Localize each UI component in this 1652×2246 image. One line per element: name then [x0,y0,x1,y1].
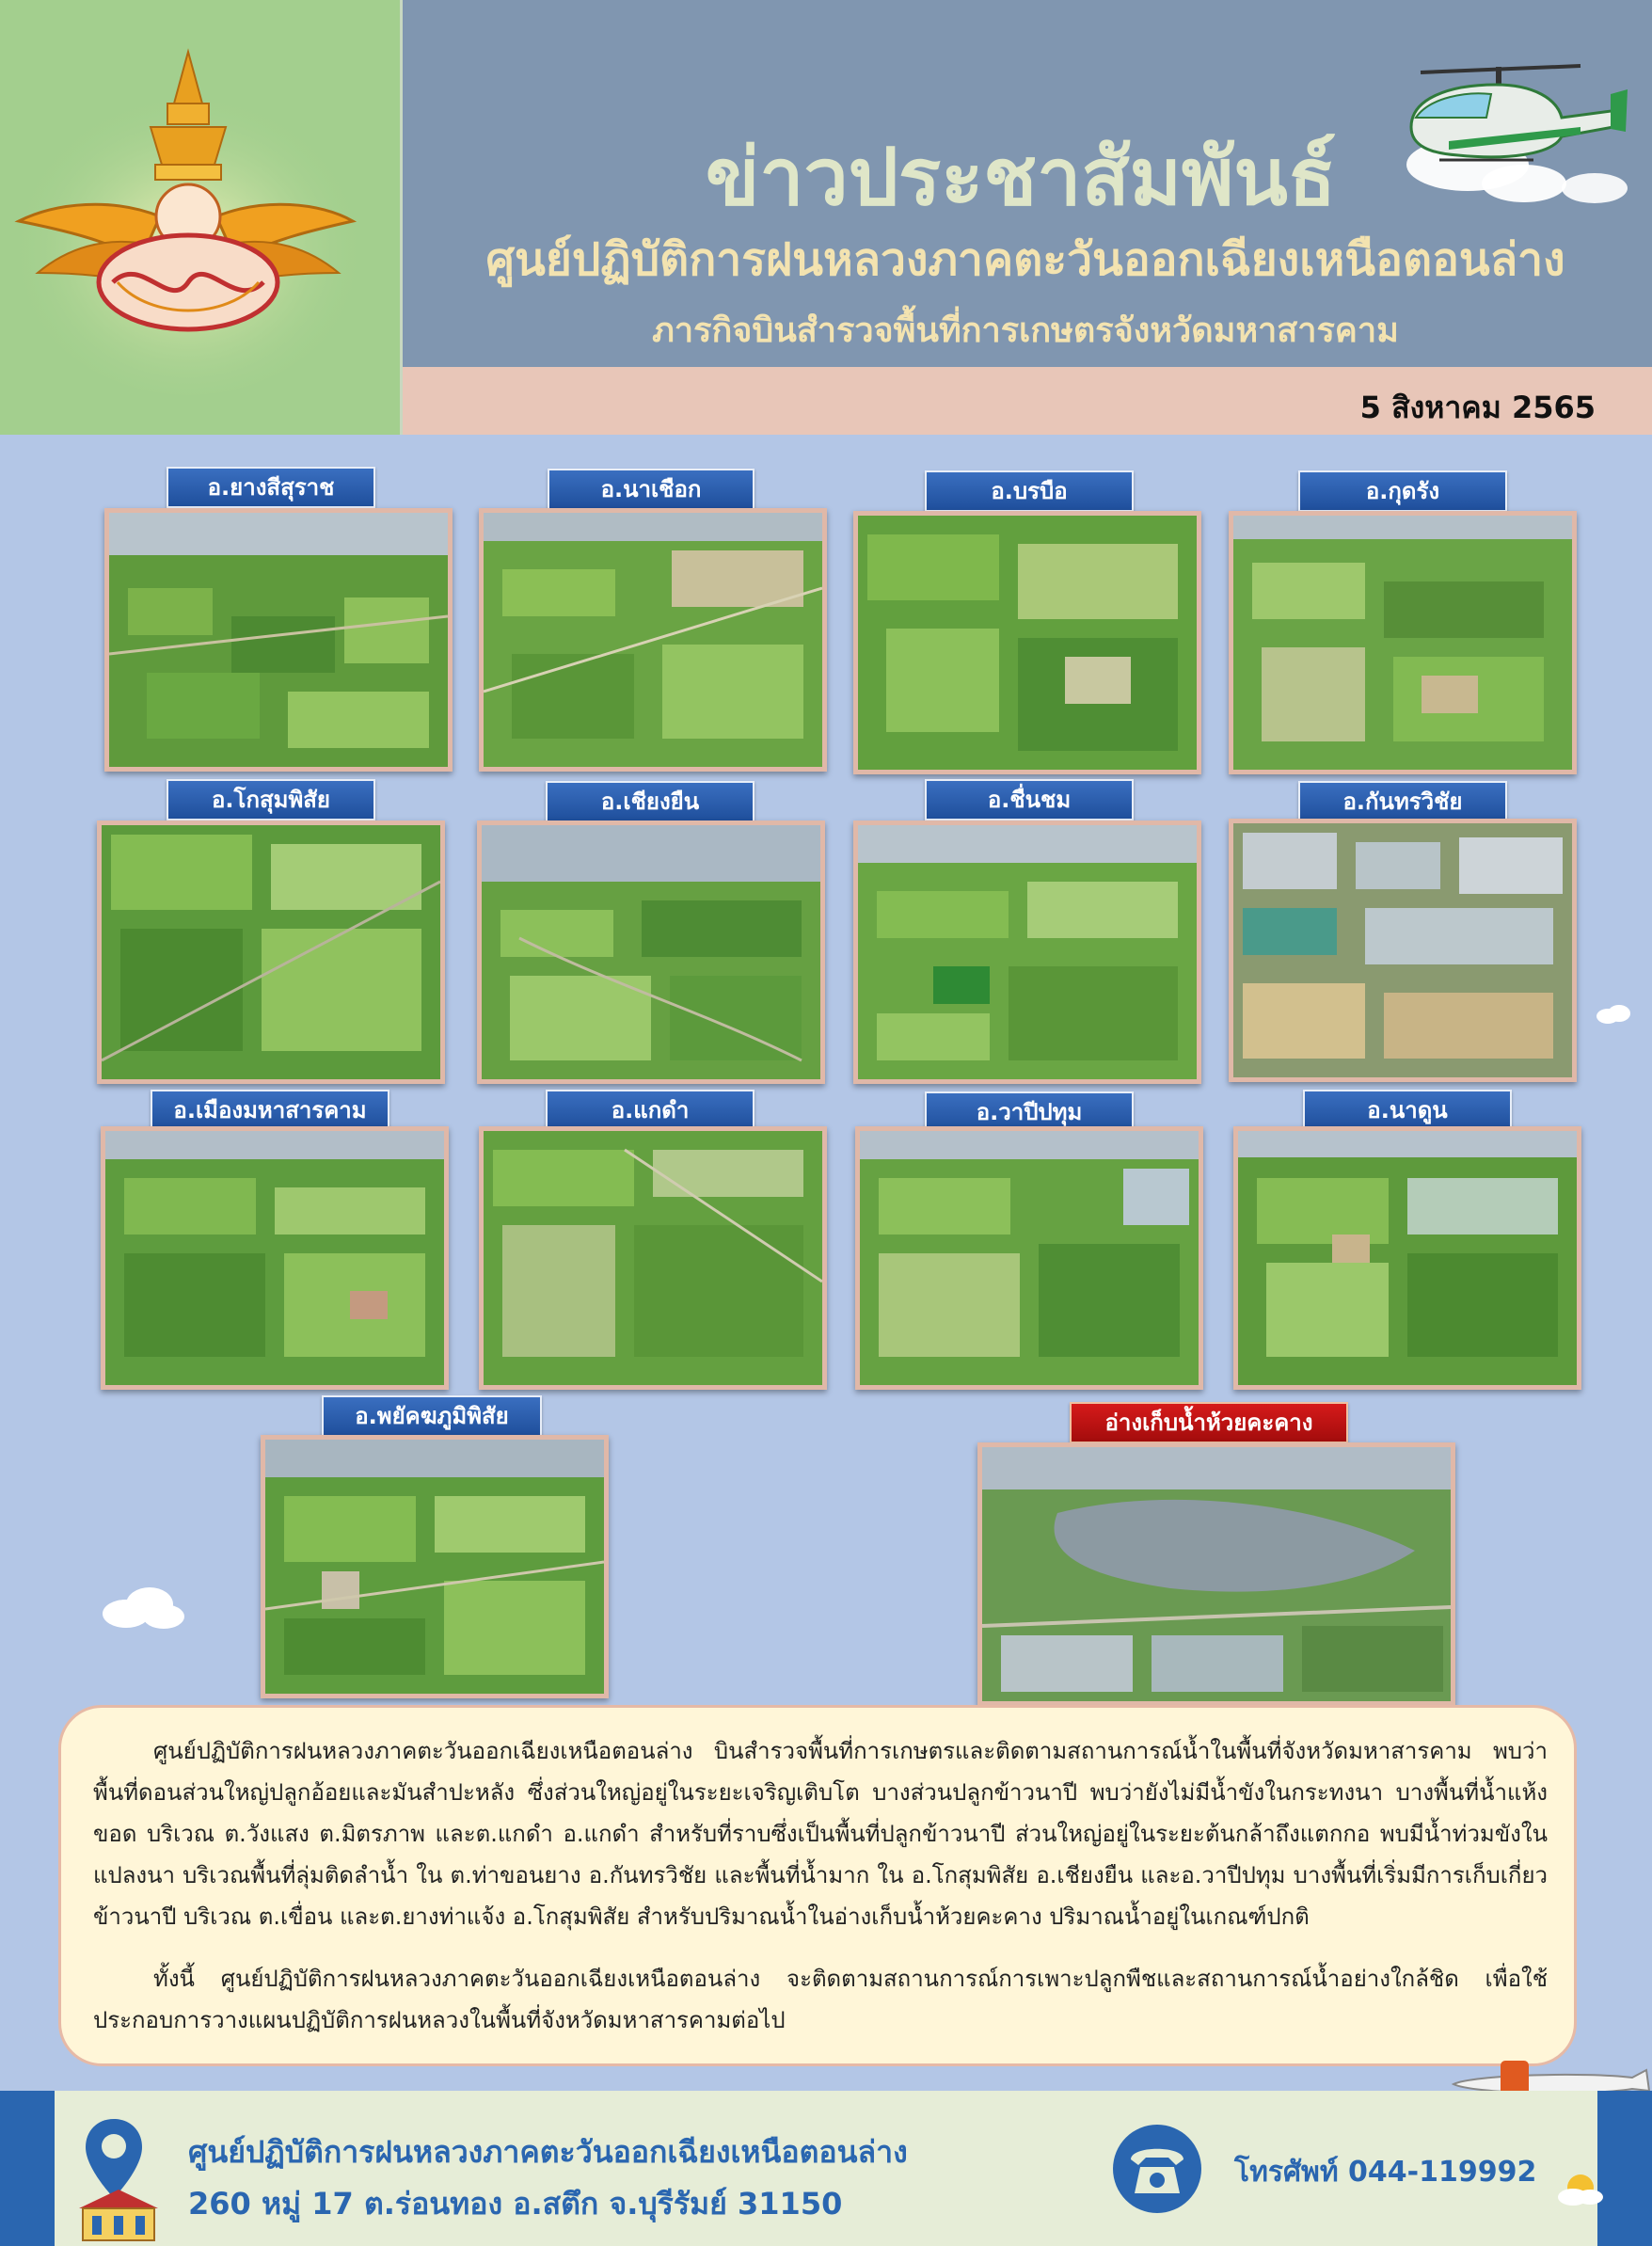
footer-phone: โทรศัพท์ 044-119992 [1234,2156,1537,2189]
photo-label: อ.เมืองมหาสารคาม [151,1090,389,1131]
aerial-photo [860,1131,1199,1385]
aerial-photo [102,825,440,1079]
aerial-photo [858,516,1197,770]
photo-label: อ.เชียงยืน [546,781,755,822]
cloud-icon [98,1581,187,1633]
aerial-photo [858,825,1197,1079]
photo-label: อ.นาเชือก [548,469,755,510]
photo-chuenchom [853,820,1201,1084]
photo-huai-khakhang-reservoir [977,1442,1455,1706]
photo-label: อ.ยางสีสุราช [167,467,375,508]
photo-label: อ.กันทรวิชัย [1298,781,1507,822]
footer-org-name: ศูนย์ปฏิบัติการฝนหลวงภาคตะวันออกเฉียงเหนือตอนล่าง [188,2134,908,2170]
aerial-photo [1233,516,1572,770]
photo-yangsisurat [104,508,453,772]
aerial-photo [484,1131,822,1385]
photo-label: อ.วาปีปทุม [925,1091,1134,1133]
reservoir-label: อ่างเก็บน้ำห้วยคะคาง [1070,1402,1348,1443]
photo-mueang-mahasarakham [101,1126,449,1390]
photo-label: อ.ชื่นชม [925,779,1134,820]
photo-borabue [853,511,1201,774]
photo-label: อ.โกสุมพิสัย [167,779,375,820]
phone-icon [1110,2122,1204,2216]
aerial-photo [482,825,820,1079]
photo-label: อ.พยัคฆภูมิพิสัย [322,1395,542,1437]
photo-kaedam [479,1126,827,1390]
photo-nadun [1233,1126,1581,1390]
aerial-photo [484,513,822,767]
photo-label: อ.บรบือ [925,470,1134,512]
photo-label: อ.กุดรัง [1298,470,1507,512]
report-date: 5 สิงหาคม 2565 [1359,390,1596,425]
cloud-icon [1552,2169,1609,2206]
summary-paragraph-2: ทั้งนี้ ศูนย์ปฏิบัติการฝนหลวงภาคตะวันออกเฉียงเหนือตอนล่าง จะติดตามสถานการณ์การเพาะปลูกพืชและสถานการณ์น้ำอย่างใกล้ชิด เพื่อใช้ประกอบการวางแผนปฏิบัติการฝนหลวงในพื้นที่จังหวัดมหาสารคามต่อไป [93,1966,1548,2033]
mission-title: ภารกิจบินสำรวจพื้นที่การเกษตรจังหวัดมหาสารคาม [652,311,1399,350]
helicopter-icon [1392,52,1632,212]
logo-panel [0,0,403,435]
cloud-icon [1595,1002,1632,1026]
aerial-photo [1233,823,1572,1077]
aerial-photo [982,1447,1451,1701]
footer-address: 260 หมู่ 17 ต.ร่อนทอง อ.สตึก จ.บุรีรัมย์ 31150 [188,2186,843,2222]
aerial-photo [105,1131,444,1385]
photo-kosumphisai [97,820,445,1084]
photo-waphipathum [855,1126,1203,1390]
photo-label: อ.แกดำ [546,1090,755,1131]
photo-label: อ.นาดูน [1303,1090,1512,1131]
sub-title: ศูนย์ปฏิบัติการฝนหลวงภาคตะวันออกเฉียงเหนือตอนล่าง [485,233,1565,286]
aerial-photo [1238,1131,1577,1385]
main-title: ข่าวประชาสัมพันธ์ [705,131,1337,223]
photo-kantharawichai [1229,819,1577,1082]
aerial-photo [265,1440,604,1694]
photo-chiangyuen [477,820,825,1084]
summary-panel [58,1705,1577,2066]
photo-kudrang [1229,511,1577,774]
royal-emblem-icon [0,0,400,435]
aerial-photo [109,513,448,767]
summary-paragraph-1: ศูนย์ปฏิบัติการฝนหลวงภาคตะวันออกเฉียงเหนือตอนล่าง บินสำรวจพื้นที่การเกษตรและติดตามสถานการณ์น้ำในพื้นที่จังหวัดมหาสารคาม พบว่า พื้นที่ดอนส่วนใหญ่ปลูกอ้อยและมันสำปะหลัง ซึ่งส่วนใหญ่อยู่ในระยะเจริญเติบโต บางส่วนปลูกข้าวนาปี พบว่ายังไม่มีน้ำขังในกระทงนา บางพื้นที่น้ำแห้งขอด บริเวณ ต.วังแสง ต.มิตรภาพ และต.แกดำ อ.แกดำ สำหรับที่ราบซึ่งเป็นพื้นที่ปลูกข้าวนาปี ส่วนใหญ่อยู่ในระยะต้นกล้าถึงแตกกอ พบมีน้ำท่วมขังในแปลงนา บริเวณพื้นที่ลุ่มติดลำน้ำ ใน ต.ท่าขอนยาง อ.กันทรวิชัย และพื้นที่น้ำมาก ใน อ.โกสุมพิสัย อ.เชียงยืน และอ.วาปีปทุม บางพื้นที่เริ่มมีการเก็บเกี่ยวข้าวนาปี บริเวณ ต.เขื่อน และต.ยางท่าแจ้ง อ.โกสุมพิสัย สำหรับปริมาณน้ำในอ่างเก็บน้ำห้วยคะคาง ปริมาณน้ำอยู่ในเกณฑ์ปกติ [93,1738,1548,1930]
photo-nachueak [479,508,827,772]
photo-phayakkhaphum-phisai [261,1435,609,1698]
building-icon [73,2188,164,2244]
